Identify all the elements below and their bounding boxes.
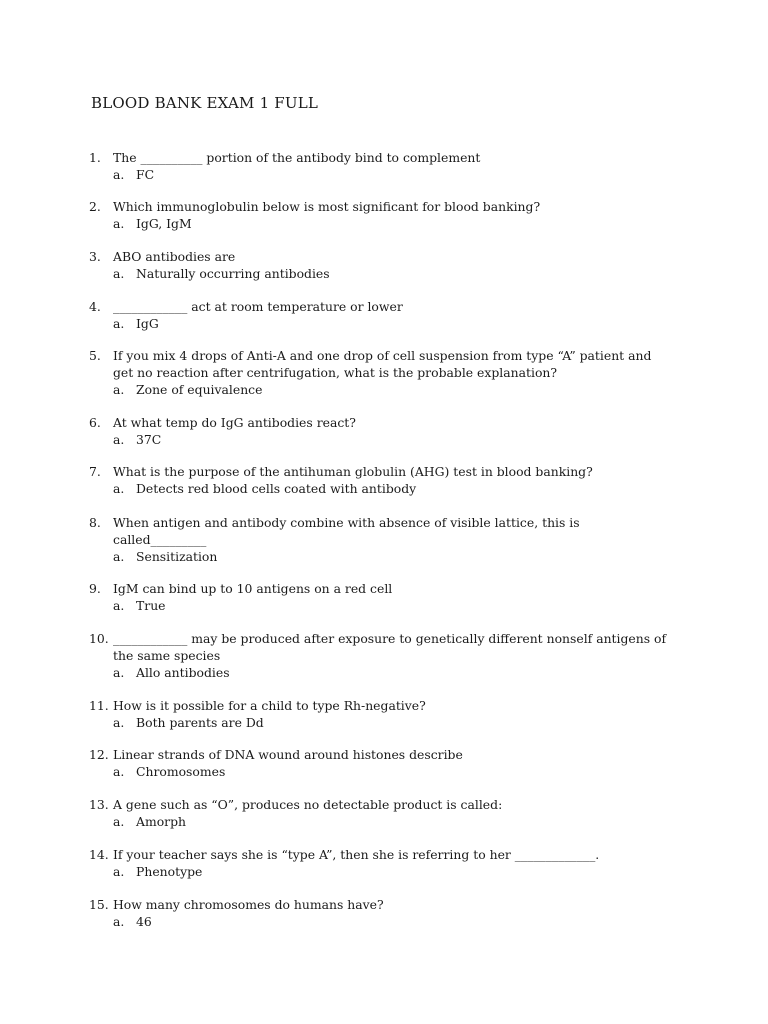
answer-text: Phenotype	[136, 864, 203, 879]
answer-letter: a.	[113, 814, 125, 829]
question-number: 10.	[89, 631, 109, 646]
answer-letter: a.	[113, 549, 125, 564]
question-text: If your teacher says she is “type A”, then she is referring to her _____________.	[113, 847, 600, 862]
answer-text: IgG, IgM	[136, 216, 192, 231]
question-text: the same species	[113, 648, 221, 663]
answer-letter: a.	[113, 216, 125, 231]
question-text: How is it possible for a child to type Rh-negative?	[113, 698, 426, 713]
answer-letter: a.	[113, 382, 125, 397]
question-text: called_________	[113, 532, 207, 547]
question-text: How many chromosomes do humans have?	[113, 897, 384, 912]
answer-letter: a.	[113, 764, 125, 779]
answer-text: True	[136, 598, 166, 613]
question-text: ABO antibodies are	[113, 249, 236, 264]
question-text: What is the purpose of the antihuman globulin (AHG) test in blood banking?	[113, 464, 593, 479]
document-title: BLOOD BANK EXAM 1 FULL	[91, 94, 319, 112]
answer-text: Zone of equivalence	[136, 382, 263, 397]
answer-text: Naturally occurring antibodies	[136, 266, 330, 281]
question-text: The __________ portion of the antibody bind to complement	[113, 150, 481, 165]
answer-letter: a.	[113, 316, 125, 331]
question-text: IgM can bind up to 10 antigens on a red cell	[113, 581, 393, 596]
question-number: 6.	[89, 415, 101, 430]
question-text: When antigen and antibody combine with absence of visible lattice, this is	[113, 515, 580, 530]
question-text: If you mix 4 drops of Anti-A and one drop of cell suspension from type “A” patient and	[113, 348, 652, 363]
question-text: Linear strands of DNA wound around histones describe	[113, 747, 463, 762]
question-text: get no reaction after centrifugation, what is the probable explanation?	[113, 365, 558, 380]
answer-letter: a.	[113, 665, 125, 680]
question-text: ____________ may be produced after exposure to genetically different nonself antigens of	[113, 631, 667, 646]
question-number: 7.	[89, 464, 101, 479]
answer-letter: a.	[113, 481, 125, 496]
answer-text: Sensitization	[136, 549, 218, 564]
answer-text: IgG	[136, 316, 159, 331]
question-number: 3.	[89, 249, 101, 264]
answer-letter: a.	[113, 167, 125, 182]
answer-text: Detects red blood cells coated with antibody	[136, 481, 417, 496]
answer-letter: a.	[113, 914, 125, 929]
answer-text: Allo antibodies	[136, 665, 230, 680]
question-text: A gene such as “O”, produces no detectable product is called:	[113, 797, 503, 812]
question-number: 1.	[89, 150, 101, 165]
answer-text: Amorph	[136, 814, 186, 829]
question-number: 4.	[89, 299, 101, 314]
question-number: 9.	[89, 581, 101, 596]
answer-letter: a.	[113, 598, 125, 613]
answer-letter: a.	[113, 266, 125, 281]
answer-letter: a.	[113, 432, 125, 447]
answer-text: 46	[136, 914, 152, 929]
question-number: 13.	[89, 797, 109, 812]
question-text: At what temp do IgG antibodies react?	[113, 415, 356, 430]
answer-text: 37C	[136, 432, 162, 447]
answer-text: FC	[136, 167, 155, 182]
question-number: 14.	[89, 847, 109, 862]
question-number: 5.	[89, 348, 101, 363]
question-number: 2.	[89, 199, 101, 214]
answer-text: Both parents are Dd	[136, 715, 264, 730]
question-number: 15.	[89, 897, 109, 912]
answer-letter: a.	[113, 864, 125, 879]
question-number: 8.	[89, 515, 101, 530]
answer-letter: a.	[113, 715, 125, 730]
question-text: ____________ act at room temperature or lower	[113, 299, 403, 314]
question-text: Which immunoglobulin below is most significant for blood banking?	[113, 199, 541, 214]
question-number: 11.	[89, 698, 109, 713]
question-number: 12.	[89, 747, 109, 762]
answer-text: Chromosomes	[136, 764, 226, 779]
